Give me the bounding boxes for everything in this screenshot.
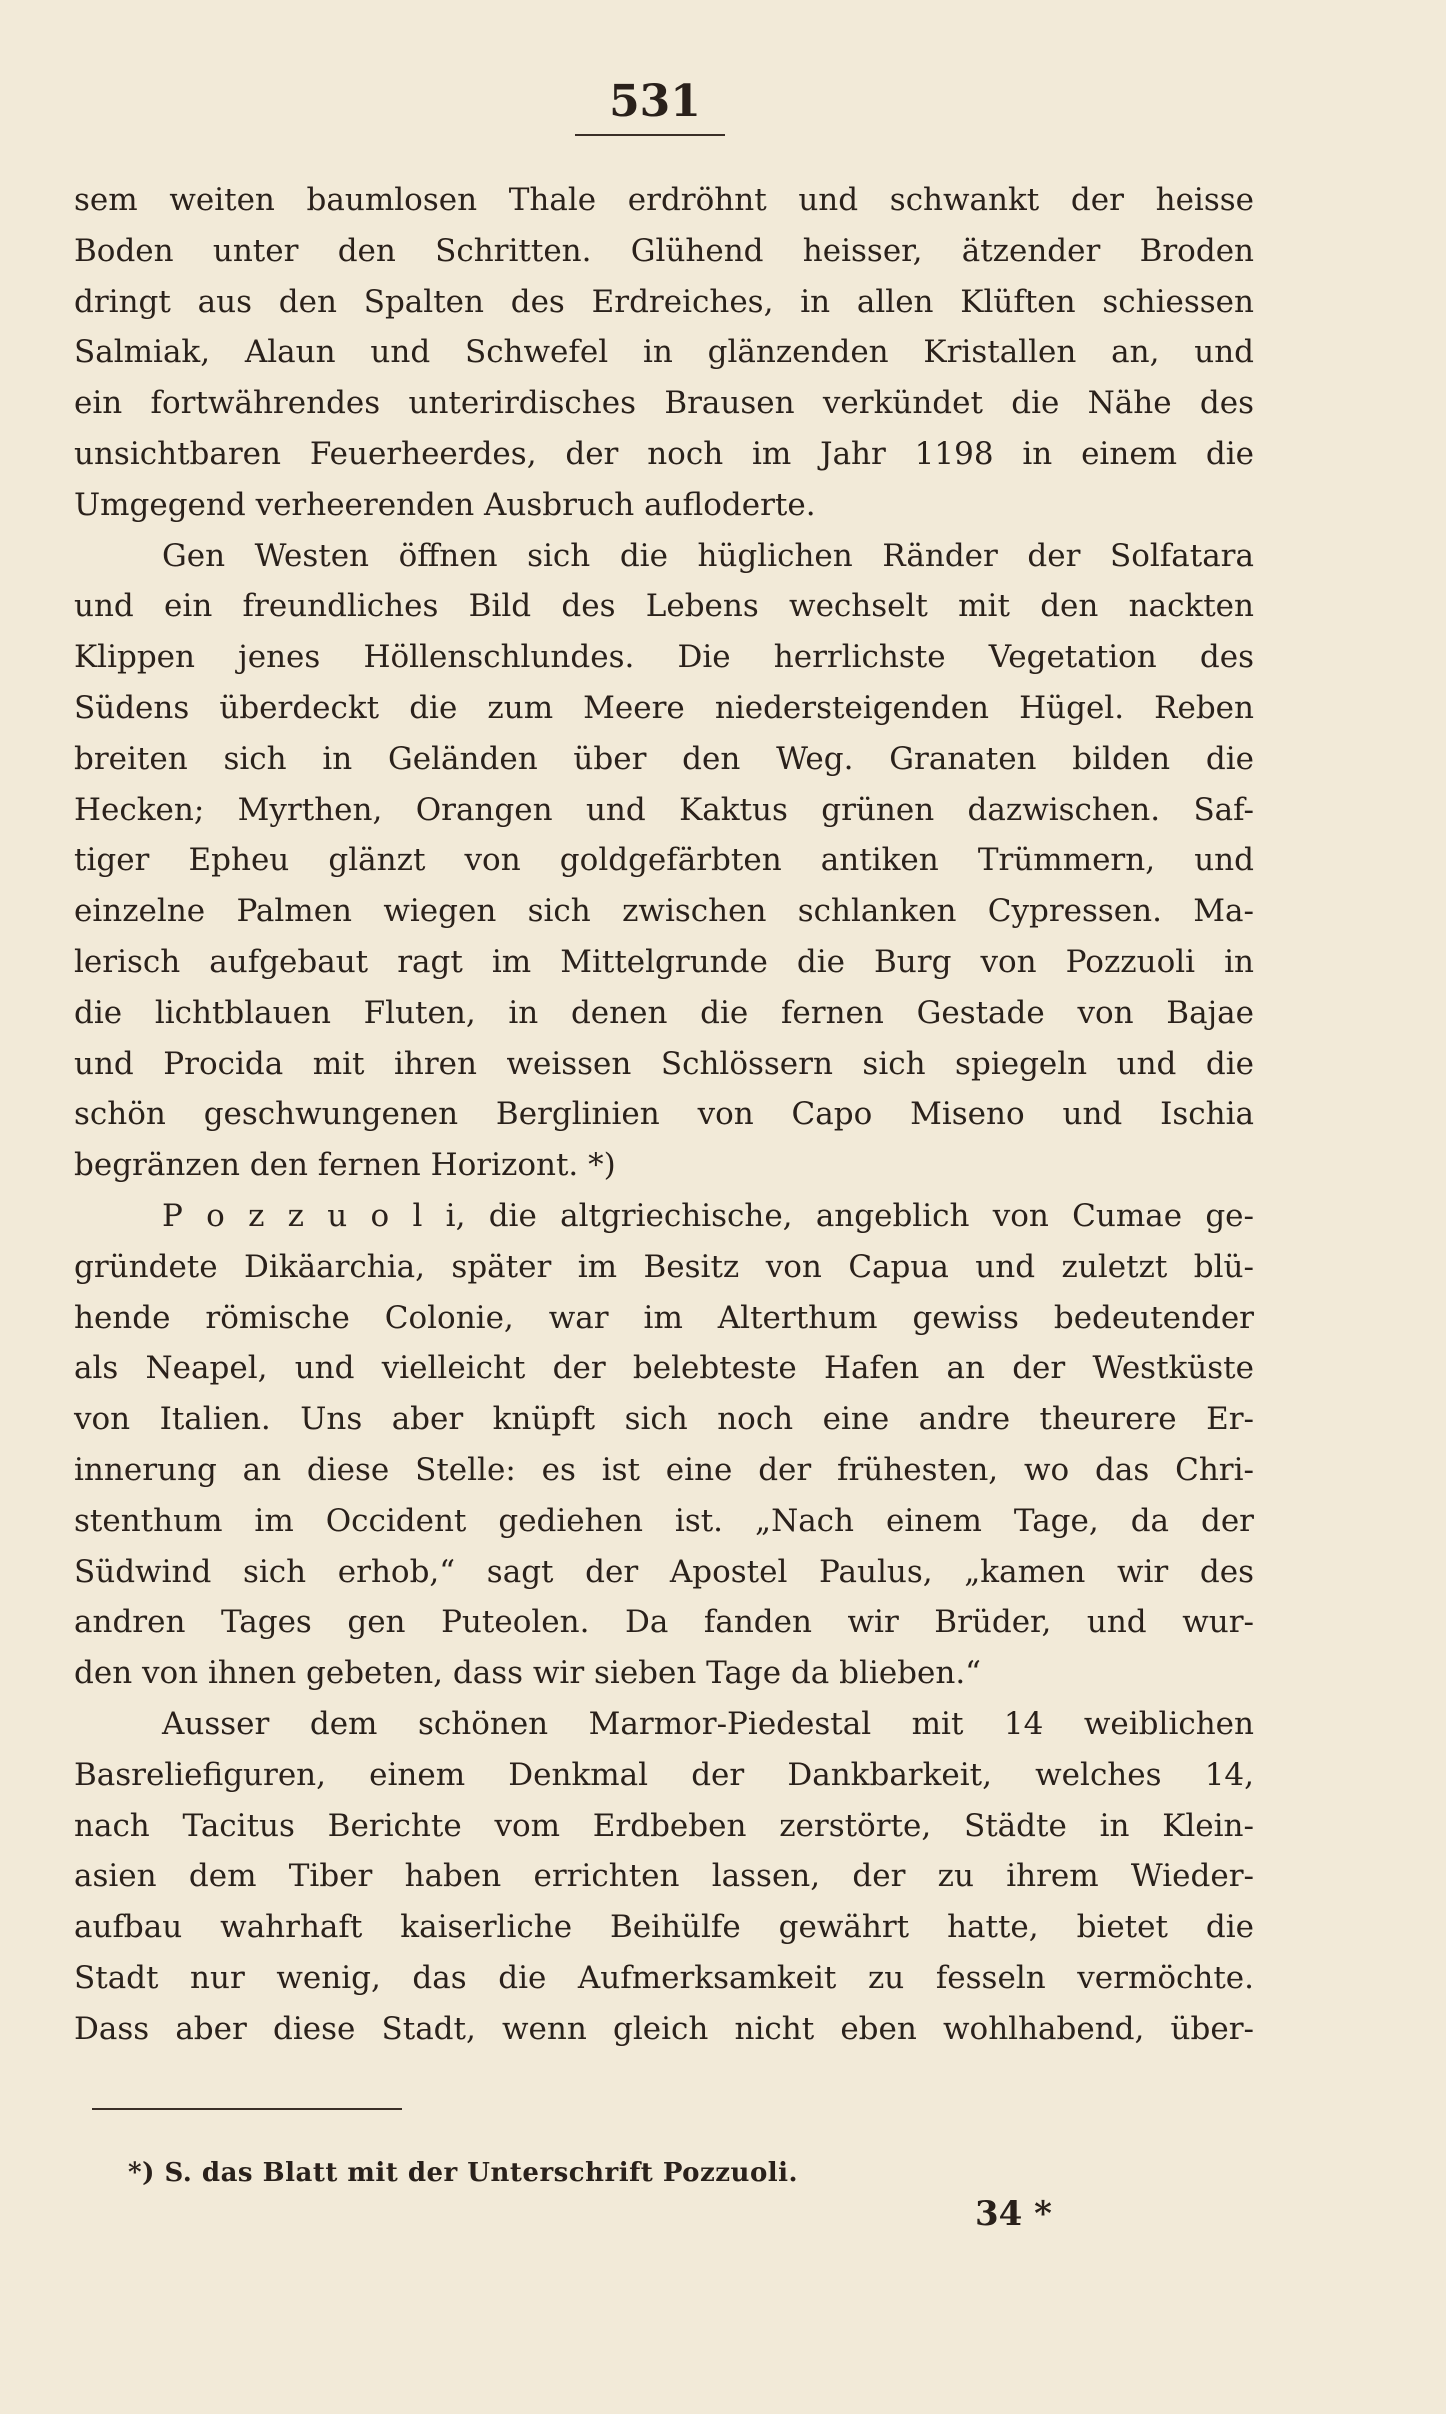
- text-line: dringt aus den Spalten des Erdreiches, in allen Klüften schiessen: [74, 283, 1254, 320]
- text-line: nach Tacitus Berichte vom Erdbeben zerstörte, Städte in Klein-: [74, 1807, 1254, 1844]
- text-line: unsichtbaren Feuerheerdes, der noch im Jahr 1198 in einem die: [74, 435, 1254, 472]
- text-line: einzelne Palmen wiegen sich zwischen schlanken Cypressen. Ma-: [74, 893, 1254, 930]
- text-line: sem weiten baumlosen Thale erdröhnt und schwankt der heisse: [74, 182, 1254, 218]
- text-line: Dass aber diese Stadt, wenn gleich nicht eben wohlhabend, über-: [74, 2010, 1254, 2047]
- text-line: Stadt nur wenig, das die Aufmerksamkeit zu fesseln vermöchte.: [74, 1959, 1254, 1996]
- text-line: als Neapel, und vielleicht der belebteste Hafen an der Westküste: [74, 1350, 1254, 1387]
- text-line: asien dem Tiber haben errichten lassen, der zu ihrem Wieder-: [74, 1858, 1254, 1895]
- text-line: P o z z u o l i, die altgriechische, angeblich von Cumae ge-: [162, 1197, 1254, 1234]
- text-line: die lichtblauen Fluten, in denen die fernen Gestade von Bajae: [74, 994, 1254, 1031]
- text-line: hende römische Colonie, war im Alterthum gewiss bedeutender: [74, 1299, 1254, 1336]
- text-line: innerung an diese Stelle: es ist eine der frühesten, wo das Chri-: [74, 1451, 1254, 1488]
- text-line: Gen Westen öffnen sich die hüglichen Ränder der Solfatara: [162, 537, 1254, 574]
- text-line: Ausser dem schönen Marmor-Piedestal mit 14 weiblichen: [162, 1705, 1254, 1742]
- text-line: Südwind sich erhob,“ sagt der Apostel Paulus, „kamen wir des: [74, 1553, 1254, 1590]
- footnote: *) S. das Blatt mit der Unterschrift Pozzuoli.: [128, 2158, 799, 2188]
- text-line: Umgegend verheerenden Ausbruch aufloderte.: [74, 486, 816, 523]
- text-line: Hecken; Myrthen, Orangen und Kaktus grünen dazwischen. Saf-: [74, 791, 1254, 828]
- header-rule: [575, 134, 725, 136]
- text-line: Klippen jenes Höllenschlundes. Die herrlichste Vegetation des: [74, 639, 1254, 676]
- text-line: breiten sich in Geländen über den Weg. Granaten bilden die: [74, 740, 1254, 777]
- text-line: Boden unter den Schritten. Glühend heisser, ätzender Broden: [74, 232, 1254, 269]
- text-line: lerisch aufgebaut ragt im Mittelgrunde die Burg von Pozzuoli in: [74, 943, 1254, 980]
- text-line: ein fortwährendes unterirdisches Brausen verkündet die Nähe des: [74, 385, 1254, 422]
- text-line: und ein freundliches Bild des Lebens wechselt mit den nackten: [74, 588, 1254, 625]
- text-line: den von ihnen gebeten, dass wir sieben Tage da blieben.“: [74, 1655, 982, 1692]
- text-line: begränzen den fernen Horizont. *): [74, 1147, 616, 1184]
- text-line: tiger Epheu glänzt von goldgefärbten antiken Trümmern, und: [74, 842, 1254, 879]
- signature-mark: 34 *: [975, 2194, 1052, 2234]
- text-line: schön geschwungenen Berglinien von Capo Miseno und Ischia: [74, 1096, 1254, 1133]
- text-line: von Italien. Uns aber knüpft sich noch eine andre theurere Er-: [74, 1401, 1254, 1438]
- text-line: gründete Dikäarchia, später im Besitz von Capua und zuletzt blü-: [74, 1248, 1254, 1285]
- text-line: Südens überdeckt die zum Meere niedersteigenden Hügel. Reben: [74, 689, 1254, 726]
- text-line: andren Tages gen Puteolen. Da fanden wir Brüder, und wur-: [74, 1604, 1254, 1641]
- text-line: stenthum im Occident gediehen ist. „Nach einem Tage, da der: [74, 1502, 1254, 1539]
- footnote-rule: [92, 2108, 402, 2110]
- text-line: aufbau wahrhaft kaiserliche Beihülfe gewährt hatte, bietet die: [74, 1909, 1254, 1946]
- page-number: 531: [609, 76, 701, 127]
- body-text: [74, 175, 1254, 2054]
- text-line: Salmiak, Alaun und Schwefel in glänzenden Kristallen an, und: [74, 334, 1254, 371]
- text-line: und Procida mit ihren weissen Schlössern sich spiegeln und die: [74, 1045, 1254, 1082]
- text-line: Basreliefiguren, einem Denkmal der Dankbarkeit, welches 14,: [74, 1756, 1254, 1793]
